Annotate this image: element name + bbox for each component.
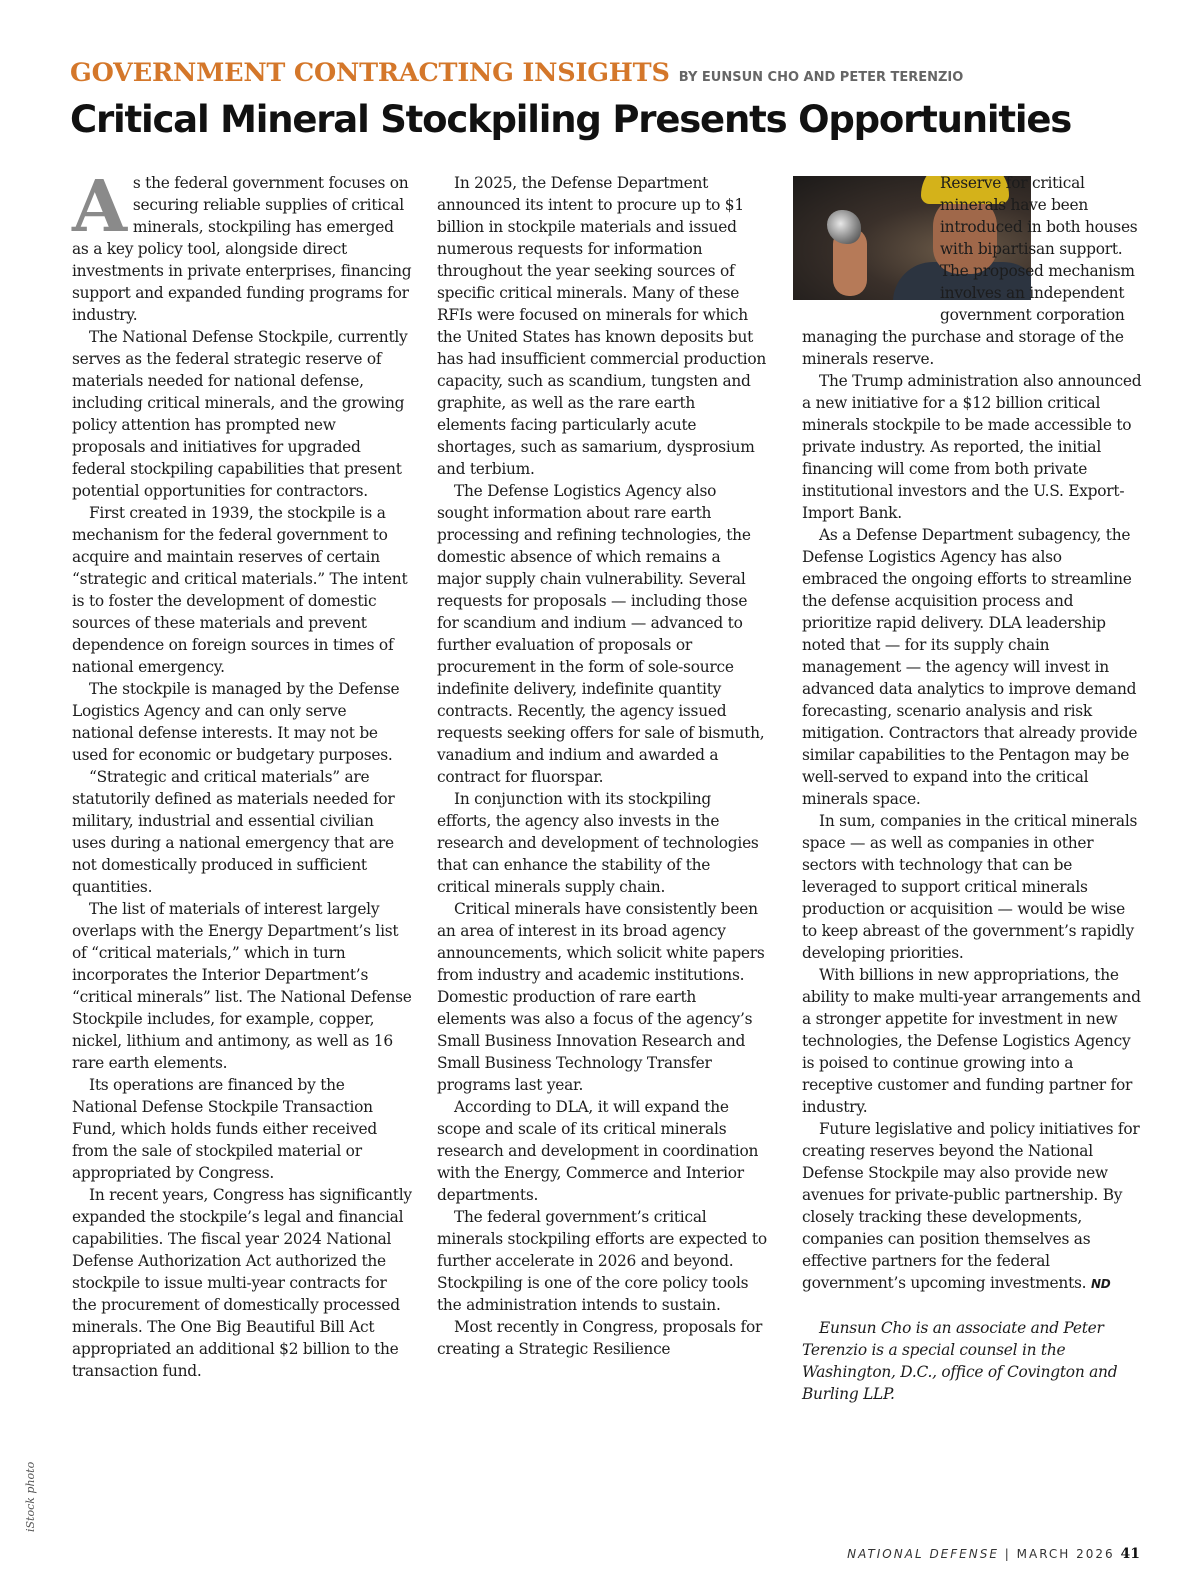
article-column-1: [72, 164, 412, 1382]
photo-wrap-spacer: [792, 172, 932, 305]
drop-cap: A: [72, 164, 127, 248]
paragraph-text: Future legislative and policy initiatives for creating reserves beyond the National Defense Stockpile may also provide new avenues for private-public partnership. By closely tracking these developments, companies can position themselves as effective partners for the federal government’s upcoming investments.: [802, 1120, 1140, 1292]
paragraph: The National Defense Stockpile, currently serves as the federal strategic reserve of materials needed for national defense, including critical minerals, and the growing policy attention has prompted new proposals and initiatives for upgraded federal stockpiling capabilities that present potential opportunities for contractors.: [72, 328, 408, 500]
headline: Critical Mineral Stockpiling Presents Opportunities: [70, 98, 1072, 141]
paragraph: In sum, companies in the critical minerals space — as well as companies in other sectors with technology that can be leveraged to support critical minerals production or acquisition — would be wise to keep abreast of the government’s rapidly developing priorities.: [802, 812, 1138, 962]
section-title: GOVERNMENT CONTRACTING INSIGHTS: [70, 58, 670, 88]
paragraph: Reserve for critical minerals have been introduced in both houses with bipartisan support. The proposed mechanism involves an independent government corporation managing the purchase and storage of the minerals reserve.: [802, 174, 1138, 368]
article-header: [70, 58, 1150, 141]
paragraph: [802, 1118, 1142, 1295]
paragraph: The federal government’s critical minerals stockpiling efforts are expected to further accelerate in 2026 and beyond. Stockpiling is one of the core policy tools the administration intends to sustain.: [437, 1208, 767, 1314]
paragraph: With billions in new appropriations, the ability to make multi-year arrangements and a stronger appetite for investment in new technologies, the Defense Logistics Agency is poised to continue growing into a receptive customer and funding partner for industry.: [802, 966, 1141, 1116]
paragraph: The Trump administration also announced a new initiative for a $12 billion critical minerals stockpile to be made accessible to private industry. As reported, the initial financing will come from both private institutional investors and the U.S. Export-Import Bank.: [802, 372, 1142, 522]
publication-name: NATIONAL DEFENSE: [847, 1547, 999, 1561]
kicker-line: [70, 58, 1150, 92]
photo-credit: iStock photo: [24, 1461, 37, 1532]
paragraph: In 2025, the Defense Department announced its intent to procure up to $1 billion in stockpile materials and issued numerous requests for information throughout the year seeking sources of specific critical minerals. Many of these RFIs were focused on minerals for which the United States has known deposits but has had insufficient commercial production capacity, such as scandium, tungsten and graphite, as well as the rare earth elements facing particularly acute shortages, such as samarium, dysprosium and terbium.: [437, 174, 767, 478]
page-footer: [847, 1546, 1140, 1562]
paragraph: First created in 1939, the stockpile is a mechanism for the federal government to acquire and maintain reserves of certain “strategic and critical materials.” The intent is to foster the development of domestic sources of these materials and prevent dependence on foreign sources in times of national emergency.: [72, 504, 408, 676]
byline: BY EUNSUN CHO AND PETER TERENZIO: [678, 70, 964, 85]
paragraph: According to DLA, it will expand the scope and scale of its critical minerals research and development in coordination with the Energy, Commerce and Interior departments.: [437, 1098, 759, 1204]
end-mark: ND: [1090, 1277, 1111, 1291]
paragraph: Most recently in Congress, proposals for creating a Strategic Resilience: [437, 1318, 763, 1358]
folio-separator: |: [1004, 1547, 1011, 1561]
paragraph: The stockpile is managed by the Defense Logistics Agency and can only serve national defense interests. It may not be used for economic or budgetary purposes.: [72, 680, 400, 764]
paragraph: Its operations are financed by the National Defense Stockpile Transaction Fund, which holds funds either received from the sale of stockpiled material or appropriated by Congress.: [72, 1076, 377, 1182]
paragraph: In recent years, Congress has significantly expanded the stockpile’s legal and financial capabilities. The fiscal year 2024 National Defense Authorization Act authorized the stockpile to issue multi-year contracts for the procurement of domestically processed minerals. The One Big Beautiful Bill Act appropriated an additional $2 billion to the transaction fund.: [72, 1186, 412, 1380]
paragraph: Critical minerals have consistently been an area of interest in its broad agency announcements, which solicit white papers from industry and academic institutions. Domestic production of rare earth elements was also a focus of the agency’s Small Business Innovation Research and Small Business Technology Transfer programs last year.: [437, 900, 765, 1094]
article-column-2: [437, 172, 767, 1360]
page-number: 41: [1120, 1546, 1140, 1562]
article-column-3: [802, 172, 1142, 1405]
paragraph: The Defense Logistics Agency also sought information about rare earth processing and refining technologies, the domestic absence of which remains a major supply chain vulnerability. Several requests for proposals — including those for scandium and indium — advanced to further evaluation of proposals or procurement in the form of sole-source indefinite delivery, indefinite quantity contracts. Recently, the agency issued requests seeking offers for sale of bismuth, vanadium and indium and awarded a contract for fluorspar.: [437, 482, 765, 786]
author-bio: Eunsun Cho is an associate and Peter Terenzio is a special counsel in the Washington, D.C., office of Covington and Burling LLP.: [802, 1319, 1118, 1403]
paragraph: In conjunction with its stockpiling efforts, the agency also invests in the research and development of technologies that can enhance the stability of the critical minerals supply chain.: [437, 790, 759, 896]
paragraph: [72, 164, 412, 326]
issue-date: MARCH 2026: [1016, 1547, 1115, 1561]
paragraph: As a Defense Department subagency, the Defense Logistics Agency has also embraced the ongoing efforts to streamline the defense acquisition process and prioritize rapid delivery. DLA leadership noted that — for its supply chain management — the agency will invest in advanced data analytics to improve demand forecasting, scenario analysis and risk mitigation. Contractors that already provide similar capabilities to the Pentagon may be well-served to expand into the critical minerals space.: [802, 526, 1138, 808]
paragraph: “Strategic and critical materials” are statutorily defined as materials needed for military, industrial and essential civilian uses during a national emergency that are not domestically produced in sufficient quantities.: [72, 768, 395, 896]
paragraph: The list of materials of interest largely overlaps with the Energy Department’s list of “critical materials,” which in turn incorporates the Interior Department’s “critical minerals” list. The National Defense Stockpile includes, for example, copper, nickel, lithium and antimony, as well as 16 rare earth elements.: [72, 900, 412, 1072]
paragraph-text: s the federal government focuses on securing reliable supplies of critical minerals, stockpiling has emerged as a key policy tool, alongside direct investments in private enterprises, financing support and expanded funding programs for industry.: [72, 174, 412, 324]
